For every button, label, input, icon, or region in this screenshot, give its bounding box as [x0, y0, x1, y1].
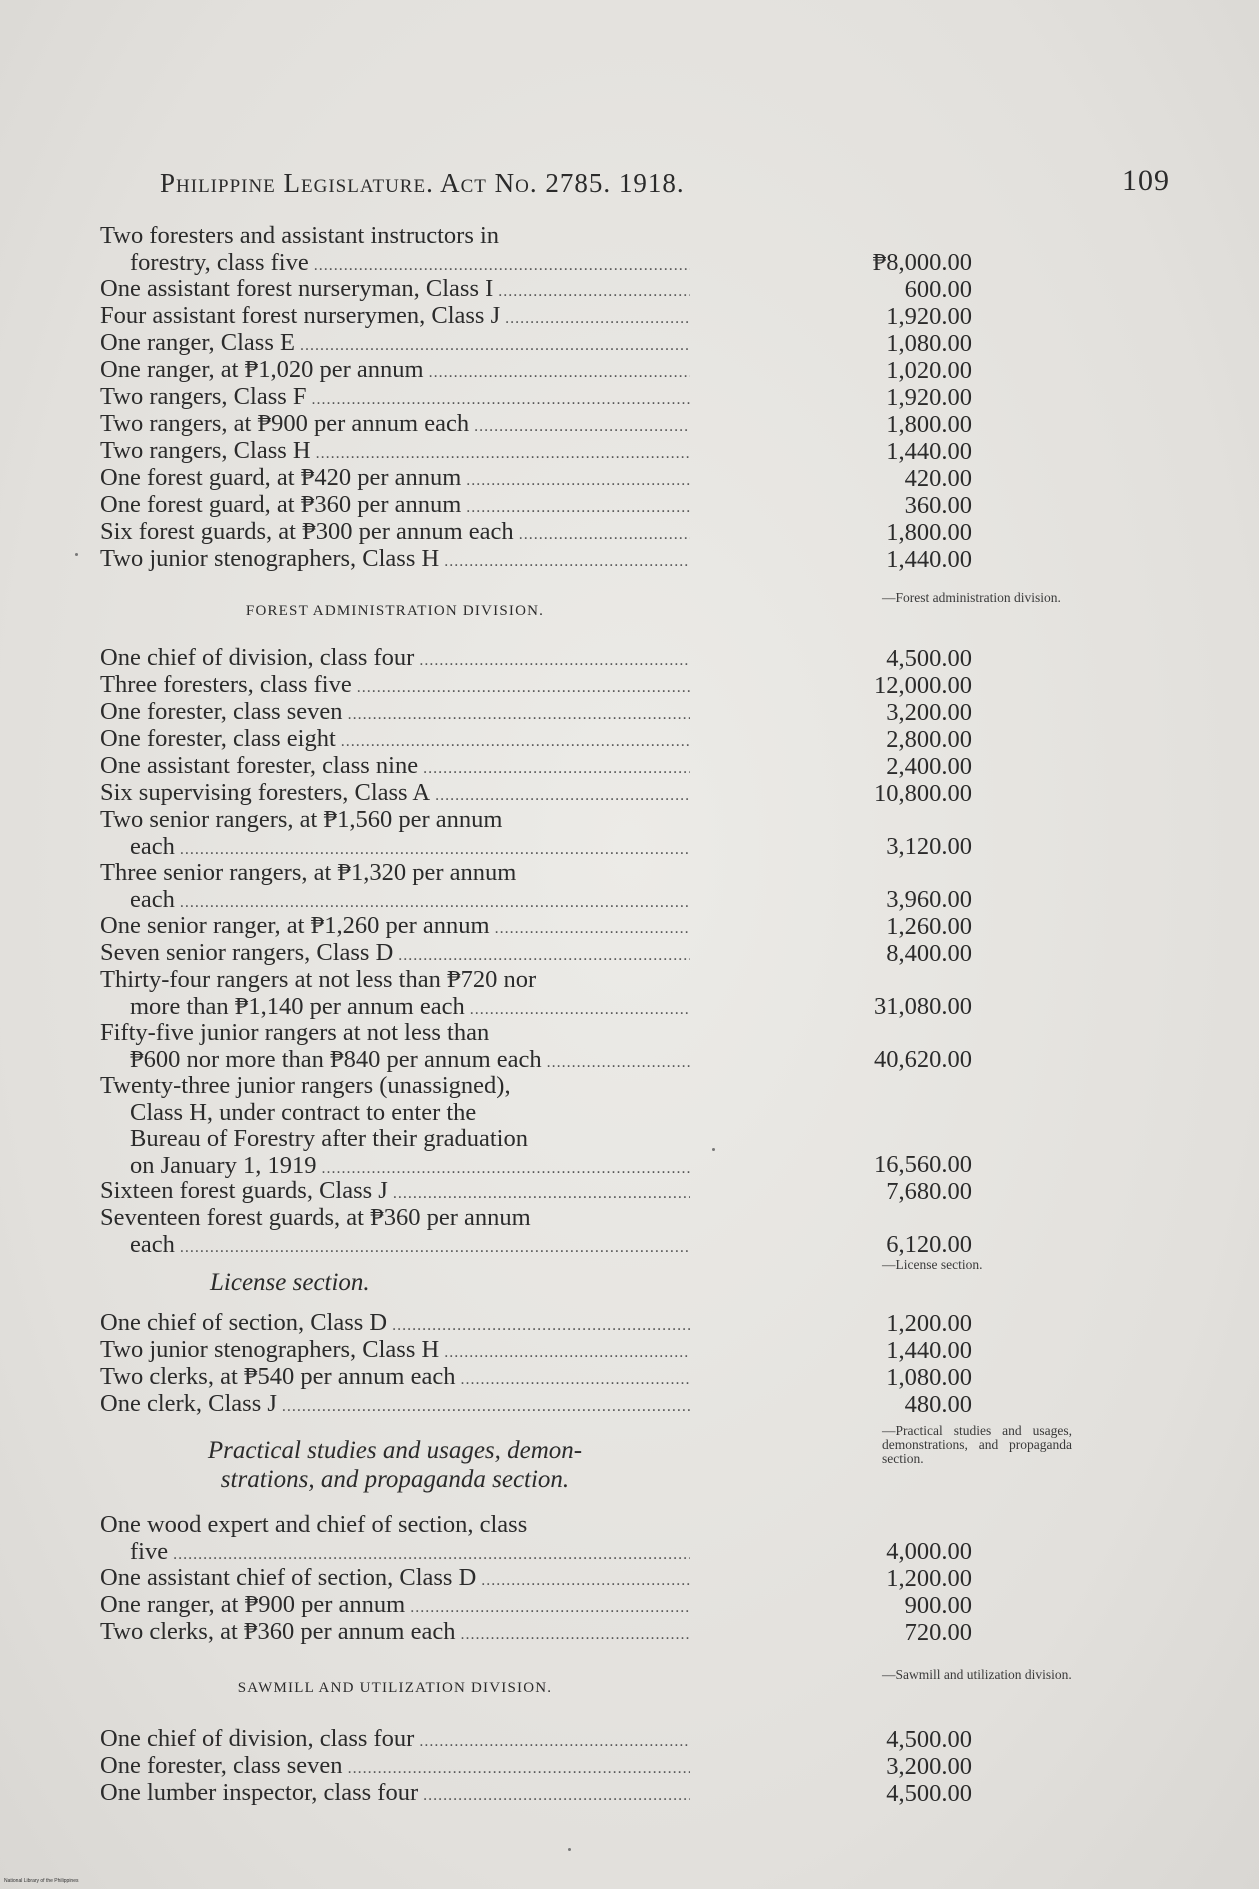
description-line: forestry, class five ..... — [100, 250, 690, 280]
line-item-amount: 7,680.00 — [886, 1177, 972, 1205]
line-item — [100, 1780, 1100, 1807]
block-sawmill — [100, 1726, 1100, 1807]
description-line: Seven senior rangers, Class D ..... — [100, 940, 690, 970]
line-item-description — [100, 1619, 690, 1649]
forest-admin-heading — [100, 573, 1100, 645]
line-item-description — [100, 1020, 690, 1076]
line-item-amount: 1,200.00 — [886, 1564, 972, 1592]
line-item-amount: 3,200.00 — [886, 698, 972, 726]
running-header — [160, 164, 1170, 208]
description-line: Three senior rangers, at ₱1,320 per annum — [100, 860, 517, 886]
line-item-amount: 6,120.00 — [886, 1230, 972, 1258]
description-line: One chief of section, Class D ..... — [100, 1310, 690, 1340]
description-line: One lumber inspector, class four ..... — [100, 1780, 690, 1810]
description-line: One wood expert and chief of section, class — [100, 1512, 528, 1538]
line-item-amount: 420.00 — [904, 464, 972, 492]
line-item-description — [100, 330, 690, 360]
description-line: Two junior stenographers, Class H ..... — [100, 546, 690, 576]
description-line: Fifty-five junior rangers at not less than — [100, 1020, 490, 1046]
line-item-description — [100, 1592, 690, 1622]
line-item — [100, 1073, 1100, 1178]
line-item-description — [100, 1073, 690, 1182]
line-item — [100, 1337, 1100, 1364]
line-item-description — [100, 860, 690, 916]
line-item-amount: 3,120.00 — [886, 832, 972, 860]
line-item-description — [100, 1512, 690, 1568]
line-item-description — [100, 438, 690, 468]
description-line: Six forest guards, at ₱300 per annum each ..... — [100, 519, 690, 549]
line-item — [100, 940, 1100, 967]
description-line: Two junior stenographers, Class H ..... — [100, 1337, 690, 1367]
description-line: One assistant forest nurseryman, Class I ..... — [100, 276, 690, 306]
line-item-amount: 8,400.00 — [886, 939, 972, 967]
line-item-description — [100, 384, 690, 414]
description-line: Bureau of Forestry after their graduation — [130, 1125, 528, 1152]
line-item-amount: 1,020.00 — [886, 356, 972, 384]
description-line: One assistant chief of section, Class D ..... — [100, 1565, 690, 1595]
running-title: Philippine Legislature. Act No. 2785. 1918. — [160, 168, 685, 198]
line-item-description — [100, 1726, 690, 1756]
line-item — [100, 492, 1100, 519]
line-item-amount: 1,440.00 — [886, 1336, 972, 1364]
description-line: Two rangers, Class H ..... — [100, 438, 690, 468]
line-item — [100, 1592, 1100, 1619]
forest-admin-margin-note: —Forest administration division. — [882, 590, 1061, 605]
line-item — [100, 1619, 1100, 1646]
description-line: Two clerks, at ₱540 per annum each ..... — [100, 1364, 690, 1394]
description-line: One ranger, Class E ..... — [100, 330, 690, 360]
description-line: One chief of division, class four ..... — [100, 645, 690, 675]
line-item-amount: ₱8,000.00 — [872, 248, 972, 276]
description-line: One ranger, at ₱900 per annum ..... — [100, 1592, 690, 1622]
description-line: Three foresters, class five ..... — [100, 672, 690, 702]
description-line: One forester, class eight ..... — [100, 726, 690, 756]
line-item — [100, 1565, 1100, 1592]
block-practical — [100, 1512, 1100, 1646]
page-speck — [712, 1148, 715, 1151]
line-item-description — [100, 465, 690, 495]
line-item-amount: 2,400.00 — [886, 752, 972, 780]
line-item — [100, 1178, 1100, 1205]
line-item-amount: 1,200.00 — [886, 1309, 972, 1337]
line-item-amount: 480.00 — [904, 1390, 972, 1418]
sawmill-margin-note: —Sawmill and utilization division. — [882, 1667, 1072, 1682]
description-line: One forest guard, at ₱360 per annum ..... — [100, 492, 690, 522]
line-item-description — [100, 699, 690, 729]
line-item-amount: 1,440.00 — [886, 437, 972, 465]
line-item-description — [100, 1753, 690, 1783]
line-item-amount: 2,800.00 — [886, 725, 972, 753]
description-line: ₱600 nor more than ₱840 per annum each ..... — [100, 1047, 690, 1077]
line-item-description — [100, 546, 690, 576]
license-title: License section. — [210, 1269, 370, 1296]
line-item-amount: 4,500.00 — [886, 1779, 972, 1807]
line-item-description — [100, 913, 690, 943]
line-item-amount: 4,500.00 — [886, 1725, 972, 1753]
line-item-amount: 16,560.00 — [874, 1150, 972, 1178]
line-item-amount: 3,960.00 — [886, 885, 972, 913]
description-line: each ..... — [100, 834, 690, 864]
description-line: Class H, under contract to enter the — [130, 1098, 477, 1126]
page-speck — [75, 553, 78, 556]
description-line: Two rangers, Class F ..... — [100, 384, 690, 414]
block-forest-admin — [100, 645, 1100, 1258]
description-line: Seventeen forest guards, at ₱360 per annum — [100, 1205, 531, 1231]
line-item — [100, 465, 1100, 492]
line-item-description — [100, 726, 690, 756]
description-line: more than ₱1,140 per annum each ..... — [100, 994, 690, 1024]
description-line: One ranger, at ₱1,020 per annum ..... — [100, 357, 690, 387]
description-line: One assistant forester, class nine ..... — [100, 753, 690, 783]
license-heading — [100, 1258, 1100, 1310]
line-item-amount: 1,800.00 — [886, 410, 972, 438]
line-item-amount: 10,800.00 — [874, 779, 972, 807]
line-item-description — [100, 1310, 690, 1340]
line-item-amount: 900.00 — [904, 1591, 972, 1619]
description-line: Sixteen forest guards, Class J ..... — [100, 1178, 690, 1208]
practical-margin-note: —Practical studies and usages, demonstrations, and propaganda section. — [882, 1423, 1072, 1466]
line-item — [100, 1391, 1100, 1418]
description-line: One chief of division, class four ..... — [100, 1726, 690, 1756]
sawmill-title: SAWMILL AND UTILIZATION DIVISION. — [237, 1680, 553, 1696]
line-item — [100, 1310, 1100, 1337]
description-line: Twenty-three junior rangers (unassigned), — [100, 1073, 511, 1099]
line-item-amount: 4,000.00 — [886, 1537, 972, 1565]
line-item — [100, 1512, 1100, 1565]
line-item-description — [100, 1565, 690, 1595]
line-item — [100, 1020, 1100, 1073]
description-line: five ..... — [100, 1539, 690, 1569]
description-line: Two clerks, at ₱360 per annum each ..... — [100, 1619, 690, 1649]
line-item-description — [100, 276, 690, 306]
line-item-description — [100, 672, 690, 702]
line-item — [100, 411, 1100, 438]
line-item-description — [100, 940, 690, 970]
line-item-description — [100, 1178, 690, 1208]
line-item-amount: 40,620.00 — [874, 1045, 972, 1073]
sawmill-heading — [100, 1646, 1100, 1726]
description-line: One forester, class seven ..... — [100, 1753, 690, 1783]
practical-title — [100, 1436, 690, 1494]
line-item-amount: 4,500.00 — [886, 644, 972, 672]
line-item-amount: 1,080.00 — [886, 1363, 972, 1391]
line-item-amount: 600.00 — [904, 275, 972, 303]
description-line: Two foresters and assistant instructors in — [100, 223, 500, 249]
line-item — [100, 780, 1100, 807]
line-item-description — [100, 357, 690, 387]
line-item-description — [100, 1780, 690, 1810]
practical-heading — [100, 1418, 1100, 1512]
line-item-description — [100, 780, 690, 810]
block-foresters — [100, 223, 1100, 573]
line-item — [100, 699, 1100, 726]
line-item — [100, 807, 1100, 860]
page-speck — [568, 1848, 571, 1851]
line-item-description — [100, 753, 690, 783]
line-item — [100, 223, 1100, 276]
line-item — [100, 645, 1100, 672]
line-item-description — [100, 1364, 690, 1394]
license-margin-note: —License section. — [882, 1257, 983, 1272]
line-item-amount: 360.00 — [904, 491, 972, 519]
line-item-description — [100, 967, 690, 1023]
description-line: Two senior rangers, at ₱1,560 per annum — [100, 807, 503, 833]
line-item-amount: 31,080.00 — [874, 992, 972, 1020]
line-item-description — [100, 1337, 690, 1367]
description-line: each ..... — [100, 1232, 690, 1262]
line-item — [100, 860, 1100, 913]
line-item-amount: 1,920.00 — [886, 383, 972, 411]
description-line: Thirty-four rangers at not less than ₱720 nor — [100, 967, 537, 993]
description-line: One forest guard, at ₱420 per annum ..... — [100, 465, 690, 495]
line-item-amount: 12,000.00 — [874, 671, 972, 699]
line-item — [100, 519, 1100, 546]
line-item-amount: 1,440.00 — [886, 545, 972, 573]
line-item-description — [100, 223, 690, 279]
line-item-description — [100, 492, 690, 522]
line-item — [100, 330, 1100, 357]
line-item — [100, 753, 1100, 780]
description-line: on January 1, 1919 ..... — [100, 1153, 690, 1183]
forest-admin-title: FOREST ADMINISTRATION DIVISION. — [245, 603, 545, 619]
line-item — [100, 303, 1100, 330]
line-item — [100, 1205, 1100, 1258]
line-item-description — [100, 303, 690, 333]
practical-title-line1: Practical studies and usages, demon- — [207, 1437, 583, 1464]
line-item — [100, 438, 1100, 465]
line-item — [100, 384, 1100, 411]
line-item-description — [100, 807, 690, 863]
description-line: One clerk, Class J ..... — [100, 1391, 690, 1421]
line-item — [100, 546, 1100, 573]
line-item — [100, 1753, 1100, 1780]
line-item-description — [100, 411, 690, 441]
description-line: Six supervising foresters, Class A ..... — [100, 780, 690, 810]
line-item — [100, 726, 1100, 753]
line-item-amount: 1,800.00 — [886, 518, 972, 546]
line-item-description — [100, 519, 690, 549]
description-line: Two rangers, at ₱900 per annum each ..... — [100, 411, 690, 441]
line-item-amount: 1,080.00 — [886, 329, 972, 357]
line-item — [100, 1364, 1100, 1391]
line-item-description — [100, 1205, 690, 1261]
line-item — [100, 276, 1100, 303]
line-item — [100, 357, 1100, 384]
line-item-description — [100, 645, 690, 675]
line-item — [100, 913, 1100, 940]
line-item-amount: 720.00 — [904, 1618, 972, 1646]
description-line: One forester, class seven ..... — [100, 699, 690, 729]
appropriation-list — [100, 223, 1100, 1807]
description-line: Four assistant forest nurserymen, Class J ..... — [100, 303, 690, 333]
practical-title-line2: strations, and propaganda section. — [220, 1466, 570, 1493]
block-license — [100, 1310, 1100, 1418]
page-number: 109 — [1122, 164, 1170, 197]
line-item-description — [100, 1391, 690, 1421]
description-line: each ..... — [100, 887, 690, 917]
line-item — [100, 672, 1100, 699]
library-credit: National Library of the Philippines — [4, 1878, 79, 1884]
description-line: One senior ranger, at ₱1,260 per annum ..... — [100, 913, 690, 943]
line-item-amount: 1,260.00 — [886, 912, 972, 940]
line-item-amount: 1,920.00 — [886, 302, 972, 330]
line-item — [100, 1726, 1100, 1753]
line-item — [100, 967, 1100, 1020]
line-item-amount: 3,200.00 — [886, 1752, 972, 1780]
